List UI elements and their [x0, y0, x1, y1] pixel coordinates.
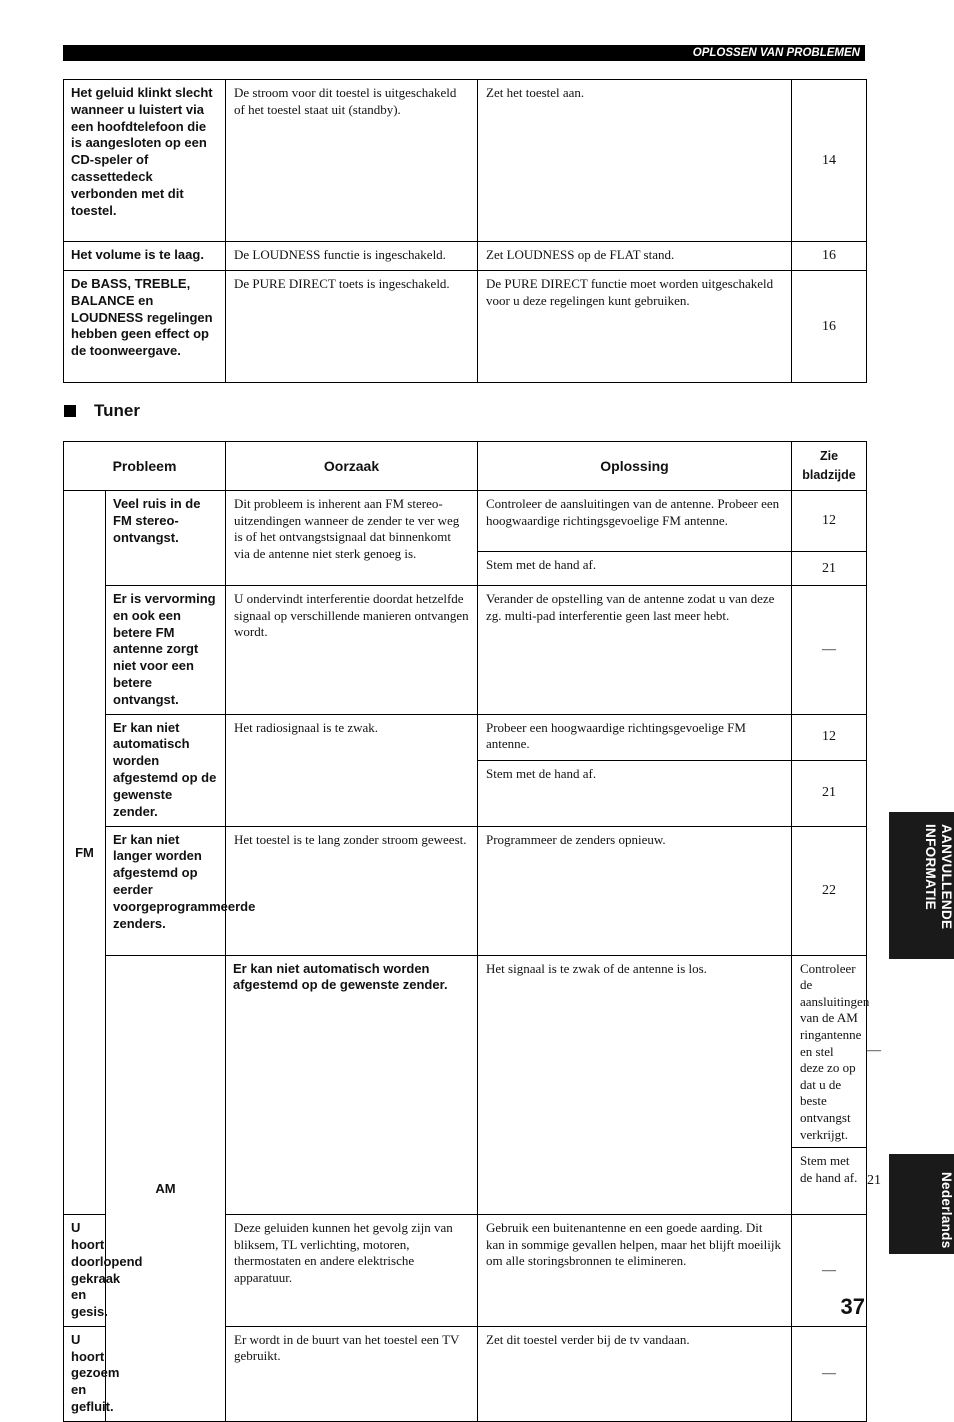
page-ref-cell: 21: [792, 552, 867, 586]
table-row: AM Er kan niet automatisch worden afgestemd op de gewenste zender. Het signaal is te zwak of de antenne is los. Controleer de aansluitingen van de AM ringantenne en stel deze zo op dat u de beste ontvangst verkrijgt. —: [64, 955, 867, 1148]
table-row: [64, 80, 867, 242]
page-ref-cell: —: [792, 586, 867, 715]
solution-cell: Controleer de aansluitingen van de AM ringantenne en stel deze zo op dat u de beste ontvangst verkrijgt.: [792, 955, 867, 1148]
cause-cell: Dit probleem is inherent aan FM stereo-uitzendingen wanneer de zender te ver weg is of het ontvangstsignaal dat binnenkomt via de antenne niet sterk genoeg is.: [226, 491, 478, 586]
solution-cell: Zet het toestel aan.: [478, 80, 792, 242]
column-header-page-line1: Zie: [819, 449, 839, 463]
table-row: [64, 714, 867, 760]
table-row: [64, 271, 867, 383]
troubleshooting-table-general: [63, 79, 867, 383]
side-tab-label: AANVULLENDE INFORMATIE: [923, 824, 954, 930]
page-ref-cell: —: [792, 1215, 867, 1327]
solution-cell: Zet LOUDNESS op de FLAT stand.: [478, 242, 792, 271]
page-ref-cell: 16: [792, 242, 867, 271]
table-row: [64, 586, 867, 715]
problem-cell: U hoort gezoem en gefluit.: [64, 1326, 106, 1421]
problem-cell: Er is vervorming en ook een betere FM antenne zorgt niet voor een betere ontvangst.: [106, 586, 226, 715]
solution-cell: Verander de opstelling van de antenne zodat u van deze zg. multi-pad interferentie geen last meer hebt.: [478, 586, 792, 715]
cause-cell: Het radiosignaal is te zwak.: [226, 714, 478, 826]
problem-cell: Veel ruis in de FM stereo-ontvangst.: [106, 491, 226, 586]
page-ref-cell: 14: [792, 80, 867, 242]
page-ref-cell: 22: [792, 826, 867, 955]
cause-cell: U ondervindt interferentie doordat hetzelfde signaal op verschillende manieren ontvangen wordt.: [226, 586, 478, 715]
solution-cell: Probeer een hoogwaardige richtingsgevoelige FM antenne.: [478, 714, 792, 760]
cause-cell: Het signaal is te zwak of de antenne is los.: [478, 955, 792, 1215]
solution-cell: Programmeer de zenders opnieuw.: [478, 826, 792, 955]
problem-cell: Het volume is te laag.: [64, 242, 226, 271]
side-tab-language: [889, 1154, 954, 1254]
problem-cell: U hoort doorlopend gekraak en gesis.: [64, 1215, 106, 1327]
band-label-fm: FM: [64, 491, 106, 1215]
side-tab-label: Nederlands: [939, 1171, 954, 1249]
problem-cell: Er kan niet automatisch worden afgestemd op de gewenste zender.: [226, 955, 478, 1215]
solution-cell: De PURE DIRECT functie moet worden uitgeschakeld voor u deze regelingen kunt gebruiken.: [478, 271, 792, 383]
page-ref-cell: —: [792, 1326, 867, 1421]
table-header-row: [64, 442, 867, 491]
section-title: Tuner: [94, 401, 140, 420]
page-ref-cell: 21: [792, 760, 867, 826]
side-tab-additional-info: [889, 812, 954, 959]
cause-cell: Het toestel is te lang zonder stroom geweest.: [226, 826, 478, 955]
problem-cell: Er kan niet automatisch worden afgestemd op de gewenste zender.: [106, 714, 226, 826]
column-header-problem: Probleem: [64, 442, 226, 491]
page-ref-cell: 12: [792, 491, 867, 552]
cause-cell: De LOUDNESS functie is ingeschakeld.: [226, 242, 478, 271]
cause-cell: Er wordt in de buurt van het toestel een TV gebruikt.: [226, 1326, 478, 1421]
solution-cell: Zet dit toestel verder bij de tv vandaan.: [478, 1326, 792, 1421]
bullet-square-icon: [64, 405, 76, 417]
header-bar: [63, 45, 865, 61]
cause-cell: Deze geluiden kunnen het gevolg zijn van bliksem, TL verlichting, motoren, thermostaten en andere elektrische apparatuur.: [226, 1215, 478, 1327]
solution-cell: Controleer de aansluitingen van de antenne. Probeer een hoogwaardige richtingsgevoelige FM antenne.: [478, 491, 792, 552]
table-row: Stem met de hand af. 21: [64, 1148, 867, 1215]
column-header-page-line2: bladzijde: [802, 468, 856, 482]
solution-cell: Gebruik een buitenantenne en een goede aarding. Dit kan in sommige gevallen helpen, maar het blijft moeilijk om alle storingsbronnen te elimineren.: [478, 1215, 792, 1327]
page-ref-cell: 12: [792, 714, 867, 760]
header-title: OPLOSSEN VAN PROBLEMEN: [692, 47, 860, 59]
solution-cell: Stem met de hand af.: [792, 1148, 867, 1215]
page-number: 37: [840, 1294, 865, 1319]
cause-cell: De stroom voor dit toestel is uitgeschakeld of het toestel staat uit (standby).: [226, 80, 478, 242]
problem-cell: Het geluid klinkt slecht wanneer u luistert via een hoofdtelefoon die is aangesloten op een CD-speler of cassettedeck verbonden met dit toestel.: [64, 80, 226, 242]
solution-cell: Stem met de hand af.: [478, 552, 792, 586]
problem-cell: De BASS, TREBLE, BALANCE en LOUDNESS regelingen hebben geen effect op de toonweergave.: [64, 271, 226, 383]
band-label-am: AM: [106, 955, 226, 1421]
column-header-solution: Oplossing: [478, 442, 792, 491]
table-row: [64, 491, 867, 552]
table-row: [64, 242, 867, 271]
solution-cell: Stem met de hand af.: [478, 760, 792, 826]
cause-cell: De PURE DIRECT toets is ingeschakeld.: [226, 271, 478, 383]
troubleshooting-table-tuner: [63, 441, 881, 1422]
problem-cell: Er kan niet langer worden afgestemd op eerder voorgeprogrammeerde zenders.: [106, 826, 226, 955]
page-ref-cell: 16: [792, 271, 867, 383]
section-heading: [63, 400, 140, 422]
column-header-page: [792, 442, 867, 491]
column-header-cause: Oorzaak: [226, 442, 478, 491]
table-row: [64, 826, 867, 955]
